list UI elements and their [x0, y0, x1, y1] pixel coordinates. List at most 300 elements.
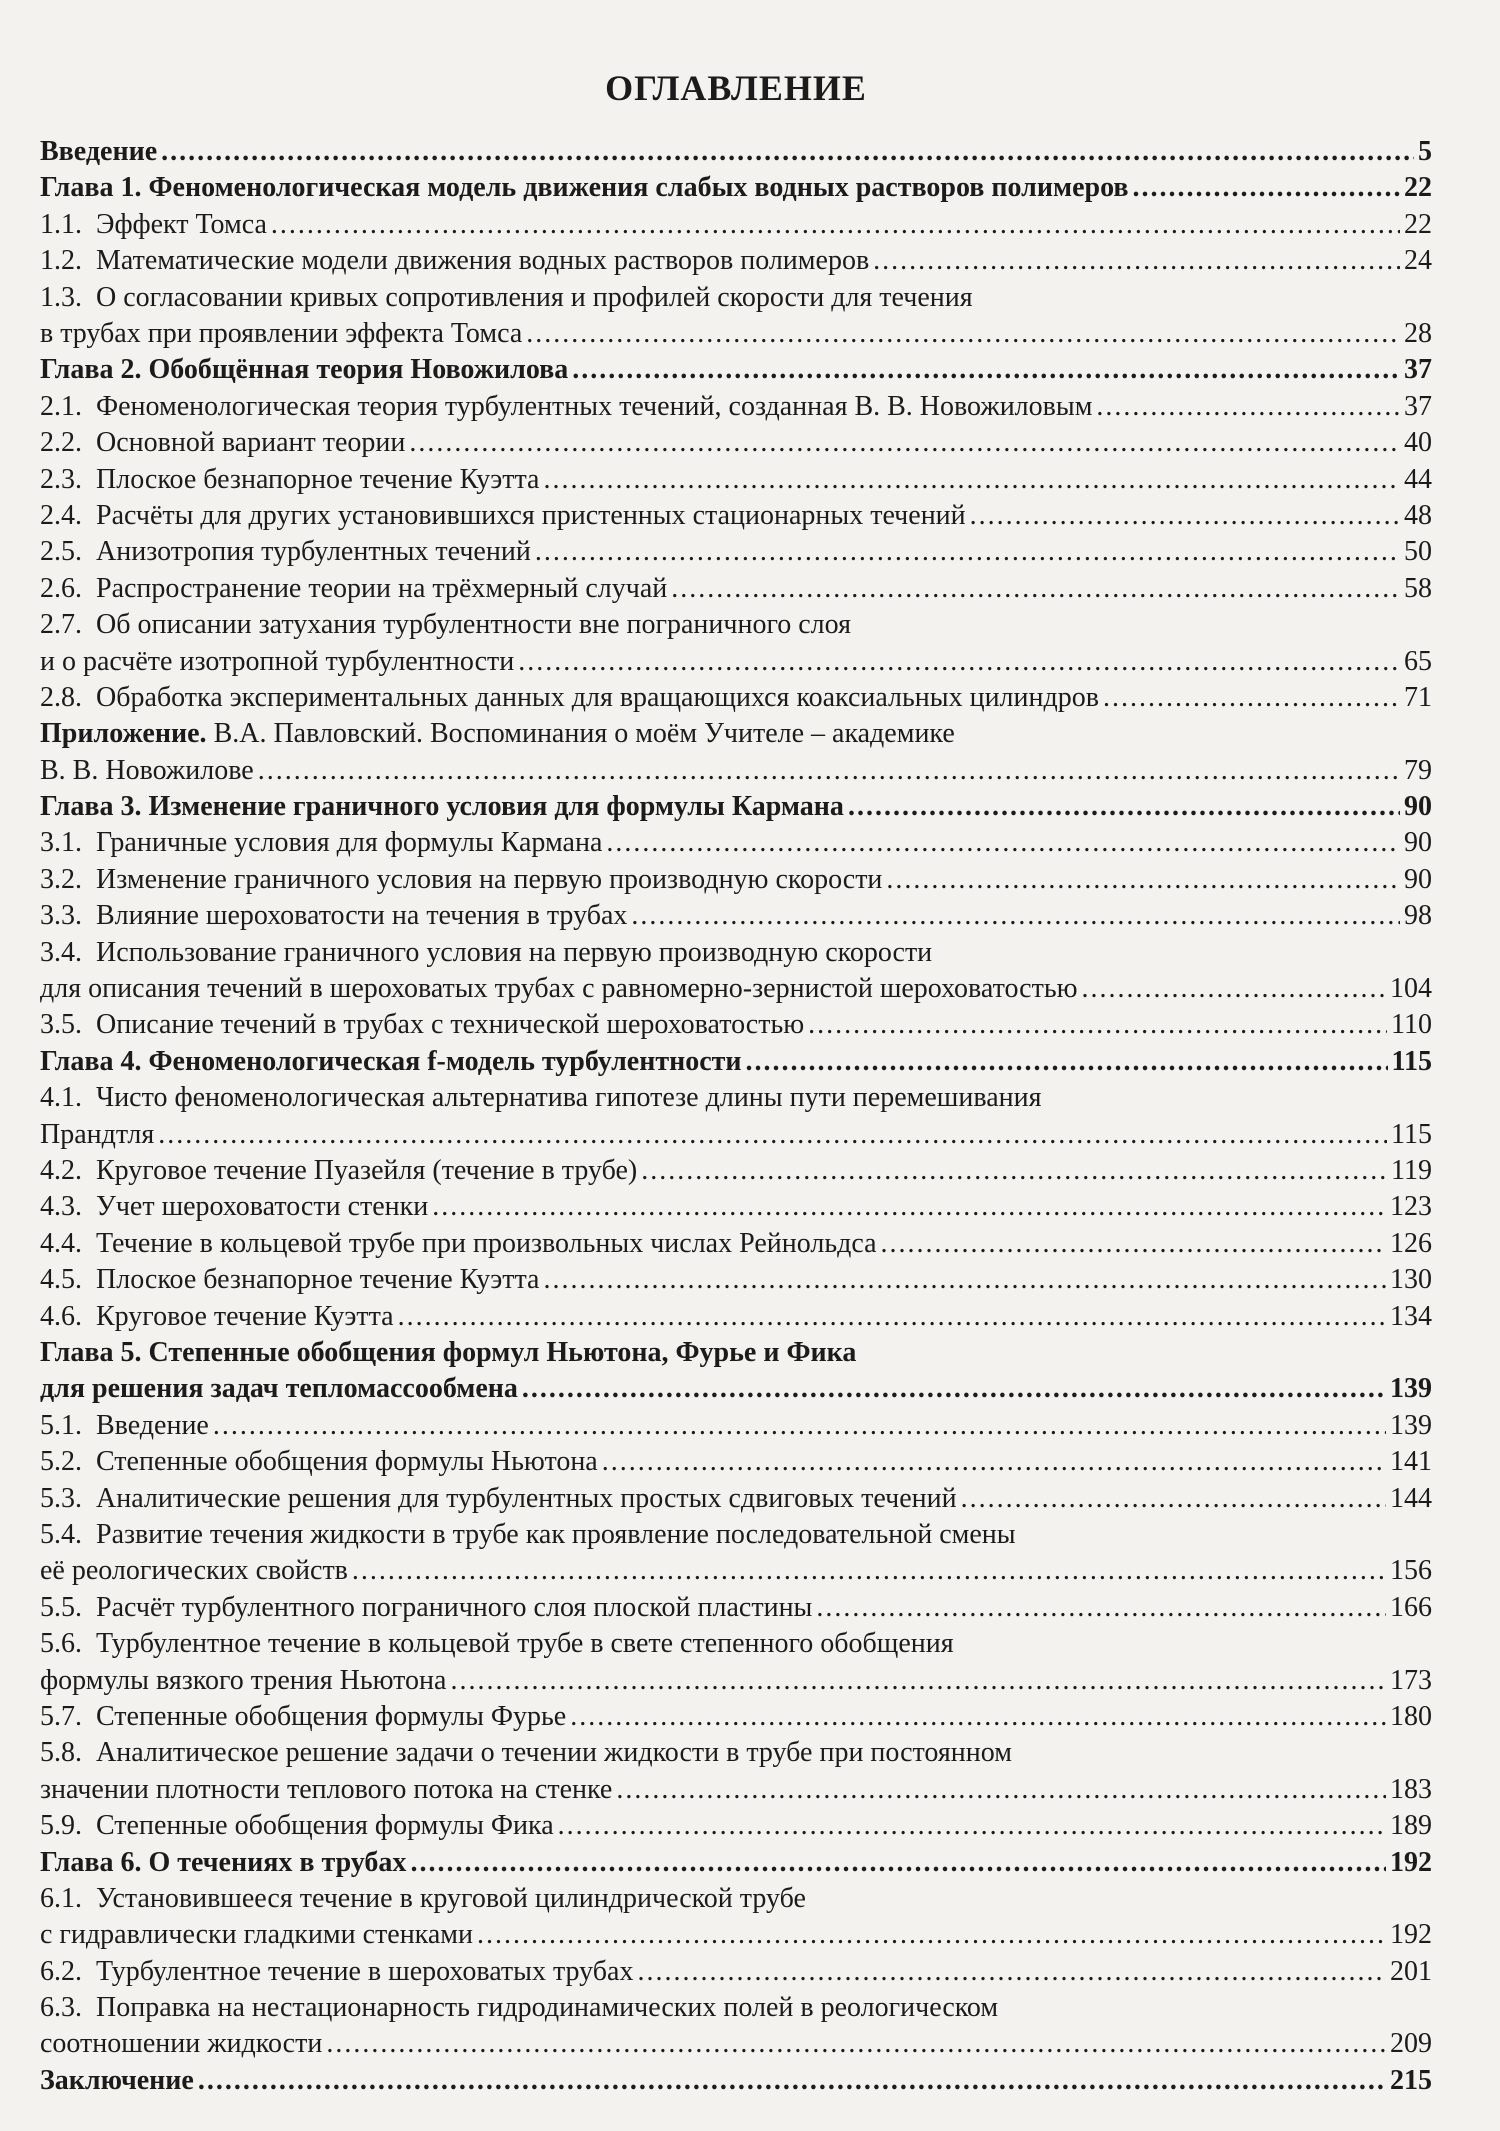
toc-entry-line	[40, 644, 1432, 680]
toc-entry-line	[40, 1553, 1432, 1589]
toc-entry-title: Математические модели движения водных растворов полимеров	[96, 245, 870, 277]
toc-entry-number: 3.2.	[40, 863, 82, 895]
toc-entry-number: 4.6.	[40, 1300, 82, 1332]
toc-entry-text	[40, 282, 973, 313]
toc-entry[interactable]	[40, 1808, 1432, 1844]
toc-entry-text	[40, 1117, 154, 1153]
toc-page-number: 144	[1390, 1482, 1432, 1514]
toc-entry-number: 5.2.	[40, 1446, 82, 1478]
toc-leader-dots	[518, 644, 1400, 680]
toc-entry-title: Использование граничного условия на первую производную скорости	[96, 936, 933, 968]
toc-page-number: 209	[1390, 2028, 1432, 2060]
toc-entry-title: Учет шероховатости стенки	[96, 1191, 429, 1223]
toc-entry-number: 2.4.	[40, 499, 82, 531]
toc-leader-dots	[526, 316, 1400, 352]
toc-entry-number: 1.1.	[40, 208, 82, 240]
toc-entry-text	[40, 134, 157, 170]
toc-entry-text	[40, 1082, 1041, 1113]
toc-entry-text	[40, 1917, 473, 1953]
toc-page-number: 22	[1404, 208, 1432, 240]
toc-page-number: 24	[1404, 245, 1432, 277]
toc-entry-title: Расчёты для других установившихся пристенных стационарных течений	[96, 499, 966, 531]
toc-entry-text	[40, 1553, 348, 1589]
toc-page-number: 48	[1404, 499, 1432, 531]
toc-entry-text	[40, 1883, 806, 1914]
toc-page-number: 22	[1404, 172, 1432, 204]
toc-entry[interactable]	[40, 1699, 1432, 1735]
toc-entry-title: Влияние шероховатости на течения в трубах	[96, 900, 628, 932]
toc-page-number: 123	[1390, 1191, 1432, 1223]
toc-page-number: 58	[1404, 572, 1432, 604]
toc-entry-line	[40, 243, 1432, 279]
toc-entry-title: Круговое течение Пуазейля (течение в трубе)	[96, 1155, 638, 1187]
toc-entry[interactable]	[40, 462, 1432, 498]
toc-entry-title: Граничные условия для формулы Кармана	[96, 827, 603, 859]
toc-entry[interactable]	[40, 716, 1432, 789]
toc-entry-line	[40, 316, 1432, 352]
toc-entry[interactable]	[40, 862, 1432, 898]
toc-entry-line	[40, 1371, 1432, 1407]
toc-entry[interactable]	[40, 1080, 1432, 1153]
table-of-contents	[40, 134, 1432, 2099]
toc-leader-dots	[816, 1590, 1386, 1626]
toc-entry-number: 2.2.	[40, 427, 82, 459]
toc-entry-title: В.А. Павловский. Воспоминания о моём Учителе – академике	[206, 718, 955, 750]
toc-entry[interactable]	[40, 1044, 1432, 1080]
toc-entry-text	[40, 1519, 1016, 1550]
toc-page-number: 98	[1404, 900, 1432, 932]
toc-entry-number: 2.1.	[40, 390, 82, 422]
toc-entry-line	[40, 170, 1432, 206]
toc-entry-title: с гидравлически гладкими стенками	[40, 1919, 473, 1951]
toc-entry-line	[40, 753, 1432, 789]
toc-entry-number: 4.1.	[40, 1082, 82, 1114]
toc-entry-number: 1.3.	[40, 281, 82, 313]
toc-page-number: 139	[1390, 1373, 1432, 1405]
toc-entry-number: 2.3.	[40, 463, 82, 495]
toc-entry-number: 3.4.	[40, 936, 82, 968]
toc-entry-text	[40, 1699, 566, 1735]
toc-entry-title: Изменение граничного условия на первую производную скорости	[96, 863, 883, 895]
toc-page-number: 134	[1390, 1300, 1432, 1332]
toc-entry-title: Глава 1. Феноменологическая модель движения слабых водных растворов полимеров	[40, 172, 1129, 204]
toc-entry-line	[40, 1772, 1432, 1808]
toc-entry-text	[40, 1226, 877, 1262]
toc-entry-title: Степенные обобщения формулы Фика	[96, 1810, 554, 1842]
toc-page-number: 115	[1391, 1045, 1432, 1077]
toc-page-number: 201	[1390, 1955, 1432, 1987]
toc-entry-title: О согласовании кривых сопротивления и профилей скорости для течения	[96, 281, 973, 313]
toc-entry-number: 1.2.	[40, 245, 82, 277]
toc-entry-title: формулы вязкого трения Ньютона	[40, 1664, 447, 1696]
toc-leader-dots	[572, 352, 1400, 388]
toc-entry-text	[40, 1590, 812, 1626]
toc-entry-line	[40, 1444, 1432, 1480]
toc-leader-dots	[558, 1808, 1386, 1844]
toc-entry-number: 2.5.	[40, 536, 82, 568]
toc-entry[interactable]	[40, 1408, 1432, 1444]
toc-leader-dots	[535, 534, 1400, 570]
toc-entry-title: Заключение	[40, 2064, 194, 2096]
toc-entry-title: Глава 5. Степенные обобщения формул Ньютона, Фурье и Фика	[40, 1336, 857, 1368]
toc-entry-line	[40, 1663, 1432, 1699]
toc-leader-dots	[198, 2063, 1386, 2099]
toc-entry-line	[40, 716, 1432, 752]
toc-entry-number: 5.3.	[40, 1482, 82, 1514]
toc-entry-text	[40, 207, 267, 243]
toc-leader-dots	[631, 898, 1400, 934]
toc-entry-number: 3.5.	[40, 1009, 82, 1041]
toc-entry-prefix: Приложение.	[40, 718, 207, 750]
toc-page-number: 50	[1404, 536, 1432, 568]
toc-leader-dots	[213, 1408, 1386, 1444]
toc-entry-title: Поправка на нестационарность гидродинамических полей в реологическом	[96, 1992, 999, 2024]
toc-page-number: 90	[1404, 863, 1432, 895]
toc-entry-number: 5.1.	[40, 1409, 82, 1441]
toc-entry[interactable]	[40, 571, 1432, 607]
toc-entry-number: 4.3.	[40, 1191, 82, 1223]
toc-entry[interactable]	[40, 534, 1432, 570]
toc-entry-text	[40, 680, 1099, 716]
toc-leader-dots	[873, 243, 1400, 279]
toc-entry-text	[40, 609, 851, 640]
toc-entry[interactable]	[40, 825, 1432, 861]
toc-entry-title: для описания течений в шероховатых трубах с равномерно-зернистой шероховатостью	[40, 973, 1078, 1005]
toc-entry-text	[40, 644, 514, 680]
toc-entry-title: Распространение теории на трёхмерный случай	[96, 572, 668, 604]
toc-entry[interactable]	[40, 498, 1432, 534]
toc-entry-number: 6.1.	[40, 1882, 82, 1914]
toc-leader-dots	[1082, 971, 1386, 1007]
toc-page-number: 180	[1390, 1700, 1432, 1732]
toc-entry[interactable]	[40, 1517, 1432, 1590]
toc-page-number: 215	[1390, 2064, 1432, 2096]
toc-entry-line	[40, 607, 1432, 643]
toc-entry-title: Аналитическое решение задачи о течении жидкости в трубе при постоянном	[96, 1737, 1012, 1769]
toc-entry-title: Степенные обобщения формулы Фурье	[96, 1700, 567, 1732]
toc-entry-line	[40, 1626, 1432, 1662]
toc-page-number: 79	[1404, 754, 1432, 786]
toc-entry-text	[40, 1337, 856, 1368]
toc-entry-line	[40, 1699, 1432, 1735]
toc-entry-text	[40, 2063, 194, 2099]
toc-entry-title: Об описании затухания турбулентности вне пограничного слоя	[96, 609, 851, 641]
toc-leader-dots	[352, 1553, 1386, 1589]
toc-entry[interactable]	[40, 680, 1432, 716]
toc-entry-line	[40, 1189, 1432, 1225]
toc-leader-dots	[1133, 170, 1401, 206]
toc-leader-dots	[570, 1699, 1386, 1735]
toc-entry[interactable]	[40, 789, 1432, 825]
toc-entry-line	[40, 1044, 1432, 1080]
toc-entry-line	[40, 1007, 1432, 1043]
toc-entry[interactable]	[40, 1881, 1432, 1954]
toc-entry-title: Плоское безнапорное течение Куэтта	[96, 1264, 540, 1296]
toc-entry[interactable]	[40, 1189, 1432, 1225]
toc-entry-line	[40, 1335, 1432, 1371]
toc-entry-title: Эффект Томса	[96, 208, 267, 240]
toc-entry-line	[40, 971, 1432, 1007]
toc-entry-line	[40, 898, 1432, 934]
toc-entry-title: и о расчёте изотропной турбулентности	[40, 645, 515, 677]
toc-entry-line	[40, 1808, 1432, 1844]
toc-entry-line	[40, 134, 1432, 170]
toc-entry-line	[40, 1117, 1432, 1153]
toc-entry[interactable]	[40, 1481, 1432, 1517]
toc-entry-number: 6.2.	[40, 1955, 82, 1987]
toc-entry[interactable]	[40, 134, 1432, 170]
toc-leader-dots	[1096, 389, 1400, 425]
toc-entry[interactable]	[40, 1335, 1432, 1408]
toc-leader-dots	[161, 134, 1414, 170]
toc-entry-text	[40, 2026, 322, 2062]
toc-page-number: 156	[1390, 1555, 1432, 1587]
toc-page-number: 110	[1391, 1009, 1432, 1041]
toc-entry-line	[40, 1990, 1432, 2026]
toc-entry-line	[40, 1153, 1432, 1189]
toc-entry-text	[40, 1262, 539, 1298]
toc-entry[interactable]	[40, 1226, 1432, 1262]
toc-entry-number: 5.9.	[40, 1810, 82, 1842]
toc-page	[40, 70, 1432, 2099]
toc-page-number: 130	[1390, 1264, 1432, 1296]
toc-entry[interactable]	[40, 425, 1432, 461]
toc-entry-number: 5.7.	[40, 1700, 82, 1732]
toc-entry[interactable]	[40, 170, 1432, 206]
toc-entry[interactable]	[40, 1299, 1432, 1335]
toc-entry[interactable]	[40, 935, 1432, 1008]
toc-entry-line	[40, 1262, 1432, 1298]
toc-entry-number: 2.7.	[40, 609, 82, 641]
toc-entry-line	[40, 862, 1432, 898]
toc-leader-dots	[271, 207, 1400, 243]
toc-leader-dots	[961, 1481, 1386, 1517]
toc-entry-line	[40, 352, 1432, 388]
toc-entry-text	[40, 1663, 446, 1699]
toc-entry-title: Развитие течения жидкости в трубе как проявление последовательной смены	[96, 1518, 1016, 1550]
toc-entry[interactable]	[40, 352, 1432, 388]
toc-entry-line	[40, 1299, 1432, 1335]
toc-entry[interactable]	[40, 1626, 1432, 1699]
toc-entry[interactable]	[40, 243, 1432, 279]
toc-entry-text	[40, 462, 539, 498]
toc-leader-dots	[450, 1663, 1386, 1699]
toc-leader-dots	[258, 753, 1400, 789]
toc-entry-line	[40, 498, 1432, 534]
toc-entry-line	[40, 680, 1432, 716]
toc-leader-dots	[606, 825, 1400, 861]
toc-entry-text	[40, 1153, 637, 1189]
toc-leader-dots	[746, 1044, 1388, 1080]
toc-entry-title: В. В. Новожилове	[40, 754, 254, 786]
toc-leader-dots	[848, 789, 1400, 825]
toc-entry-title: Основной вариант теории	[96, 427, 406, 459]
toc-leader-dots	[409, 425, 1400, 461]
toc-entry-number: 4.4.	[40, 1227, 82, 1259]
toc-entry-line	[40, 1845, 1432, 1881]
toc-entry-title: Расчёт турбулентного пограничного слоя плоской пластины	[96, 1591, 813, 1623]
toc-leader-dots	[1103, 680, 1400, 716]
toc-page-number: 183	[1390, 1773, 1432, 1805]
toc-leader-dots	[671, 571, 1400, 607]
toc-leader-dots	[641, 1153, 1387, 1189]
toc-entry-text	[40, 898, 627, 934]
toc-entry[interactable]	[40, 1735, 1432, 1808]
toc-page-number: 37	[1404, 354, 1432, 386]
toc-entry-title: соотношении жидкости	[40, 2028, 323, 2060]
toc-leader-dots	[543, 1262, 1386, 1298]
toc-page-number: 90	[1404, 827, 1432, 859]
toc-entry-title: Глава 6. О течениях в трубах	[40, 1846, 407, 1878]
toc-leader-dots	[398, 1299, 1386, 1335]
toc-leader-dots	[881, 1226, 1386, 1262]
toc-entry-line	[40, 425, 1432, 461]
toc-entry-title: Прандтля	[40, 1118, 155, 1150]
toc-entry-text	[40, 1954, 633, 1990]
toc-entry[interactable]	[40, 1262, 1432, 1298]
toc-page-number: 5	[1418, 136, 1432, 167]
toc-page-number: 139	[1390, 1409, 1432, 1441]
toc-page-number: 71	[1404, 681, 1432, 713]
toc-entry-text	[40, 937, 932, 968]
toc-leader-dots	[410, 1845, 1386, 1881]
toc-entry-title: Турбулентное течение в кольцевой трубе в свете степенного обобщения	[96, 1628, 954, 1660]
toc-entry-line	[40, 1517, 1432, 1553]
toc-entry-text	[40, 1481, 957, 1517]
toc-entry-line	[40, 534, 1432, 570]
toc-entry-title: значении плотности теплового потока на стенке	[40, 1773, 613, 1805]
toc-leader-dots	[522, 1371, 1386, 1407]
toc-leader-dots	[637, 1954, 1386, 1990]
toc-entry-text	[40, 825, 602, 861]
toc-entry-title: Течение в кольцевой трубе при произвольных числах Рейнольдса	[96, 1227, 877, 1259]
toc-page-number: 28	[1404, 317, 1432, 349]
toc-entry-text	[40, 498, 966, 534]
toc-entry[interactable]	[40, 280, 1432, 353]
toc-entry-line	[40, 2063, 1432, 2099]
toc-entry-number: 3.3.	[40, 900, 82, 932]
toc-entry-line	[40, 1408, 1432, 1444]
toc-entry[interactable]	[40, 898, 1432, 934]
toc-entry-line	[40, 1881, 1432, 1917]
toc-entry-text	[40, 789, 844, 825]
toc-entry-text	[40, 1628, 954, 1659]
toc-page-number: 40	[1404, 427, 1432, 459]
toc-entry-title: Аналитические решения для турбулентных простых сдвиговых течений	[96, 1482, 957, 1514]
toc-entry-text	[40, 1371, 518, 1407]
toc-entry-number: 5.5.	[40, 1591, 82, 1623]
page-title: ОГЛАВЛЕНИЕ	[605, 68, 867, 108]
toc-entry-number: 2.6.	[40, 572, 82, 604]
toc-entry-text	[40, 1189, 428, 1225]
toc-page-number: 65	[1404, 645, 1432, 677]
toc-page-number: 166	[1390, 1591, 1432, 1623]
toc-entry[interactable]	[40, 1153, 1432, 1189]
toc-entry-line	[40, 462, 1432, 498]
toc-entry-title: в трубах при проявлении эффекта Томса	[40, 317, 523, 349]
toc-entry-title: Глава 4. Феноменологическая f-модель турбулентности	[40, 1045, 742, 1077]
toc-page-number: 189	[1390, 1810, 1432, 1842]
toc-entry-line	[40, 1590, 1432, 1626]
toc-entry-line	[40, 280, 1432, 316]
toc-entry-title: Обработка экспериментальных данных для вращающихся коаксиальных цилиндров	[96, 681, 1099, 713]
toc-leader-dots	[808, 1007, 1387, 1043]
toc-entry-text	[40, 1007, 804, 1043]
toc-entry-text	[40, 352, 568, 388]
toc-entry-text	[40, 753, 254, 789]
toc-entry-line	[40, 935, 1432, 971]
toc-leader-dots	[970, 498, 1400, 534]
toc-entry-line	[40, 1481, 1432, 1517]
toc-entry-text	[40, 243, 869, 279]
toc-leader-dots	[477, 1917, 1386, 1953]
toc-leader-dots	[886, 862, 1400, 898]
toc-entry-text	[40, 1772, 612, 1808]
toc-leader-dots	[326, 2026, 1386, 2062]
toc-entry-number: 5.4.	[40, 1518, 82, 1550]
toc-page-number: 119	[1391, 1155, 1432, 1187]
toc-entry-text	[40, 1808, 554, 1844]
toc-entry-number: 3.1.	[40, 827, 82, 859]
toc-entry-title: Плоское безнапорное течение Куэтта	[96, 463, 540, 495]
toc-page-number: 44	[1404, 463, 1432, 495]
toc-entry-line	[40, 2026, 1432, 2062]
toc-entry[interactable]	[40, 1845, 1432, 1881]
toc-entry-title: Феноменологическая теория турбулентных течений, созданная В. В. Новожиловым	[96, 390, 1093, 422]
toc-entry-text	[40, 1845, 406, 1881]
toc-entry-number: 2.8.	[40, 681, 82, 713]
toc-entry-line	[40, 1917, 1432, 1953]
toc-entry[interactable]	[40, 389, 1432, 425]
toc-entry-text	[40, 1992, 998, 2023]
toc-entry-line	[40, 1735, 1432, 1771]
toc-entry-text	[40, 170, 1129, 206]
toc-entry-text	[40, 534, 531, 570]
toc-entry-text	[40, 718, 955, 749]
toc-entry[interactable]	[40, 2063, 1432, 2099]
toc-entry-number: 6.3.	[40, 1992, 82, 2024]
toc-entry-line	[40, 207, 1432, 243]
toc-entry-line	[40, 789, 1432, 825]
toc-entry[interactable]	[40, 1954, 1432, 1990]
toc-entry-title: Анизотропия турбулентных течений	[96, 536, 531, 568]
toc-entry-title: Чисто феноменологическая альтернатива гипотезе длины пути перемешивания	[96, 1082, 1042, 1114]
toc-entry[interactable]	[40, 607, 1432, 680]
toc-entry[interactable]	[40, 207, 1432, 243]
toc-entry[interactable]	[40, 1007, 1432, 1043]
toc-entry-title: Установившееся течение в круговой цилиндрической трубе	[96, 1882, 806, 1914]
toc-entry-line	[40, 1080, 1432, 1116]
toc-page-number: 126	[1390, 1227, 1432, 1259]
toc-entry[interactable]	[40, 1590, 1432, 1626]
toc-page-number: 104	[1390, 973, 1432, 1005]
toc-leader-dots	[543, 462, 1400, 498]
toc-entry[interactable]	[40, 1990, 1432, 2063]
toc-entry[interactable]	[40, 1444, 1432, 1480]
toc-entry-text	[40, 862, 882, 898]
toc-entry-title: Введение	[96, 1409, 209, 1441]
toc-entry-title: её реологических свойств	[40, 1555, 348, 1587]
toc-page-number: 192	[1390, 1919, 1432, 1951]
toc-leader-dots	[158, 1117, 1387, 1153]
toc-entry-title: Глава 3. Изменение граничного условия для формулы Кармана	[40, 791, 844, 823]
toc-entry-title: Круговое течение Куэтта	[96, 1300, 394, 1332]
toc-entry-number: 5.8.	[40, 1737, 82, 1769]
toc-page-number: 90	[1404, 791, 1432, 823]
toc-entry-number: 4.2.	[40, 1155, 82, 1187]
toc-entry-text	[40, 1408, 209, 1444]
toc-entry-text	[40, 1044, 742, 1080]
